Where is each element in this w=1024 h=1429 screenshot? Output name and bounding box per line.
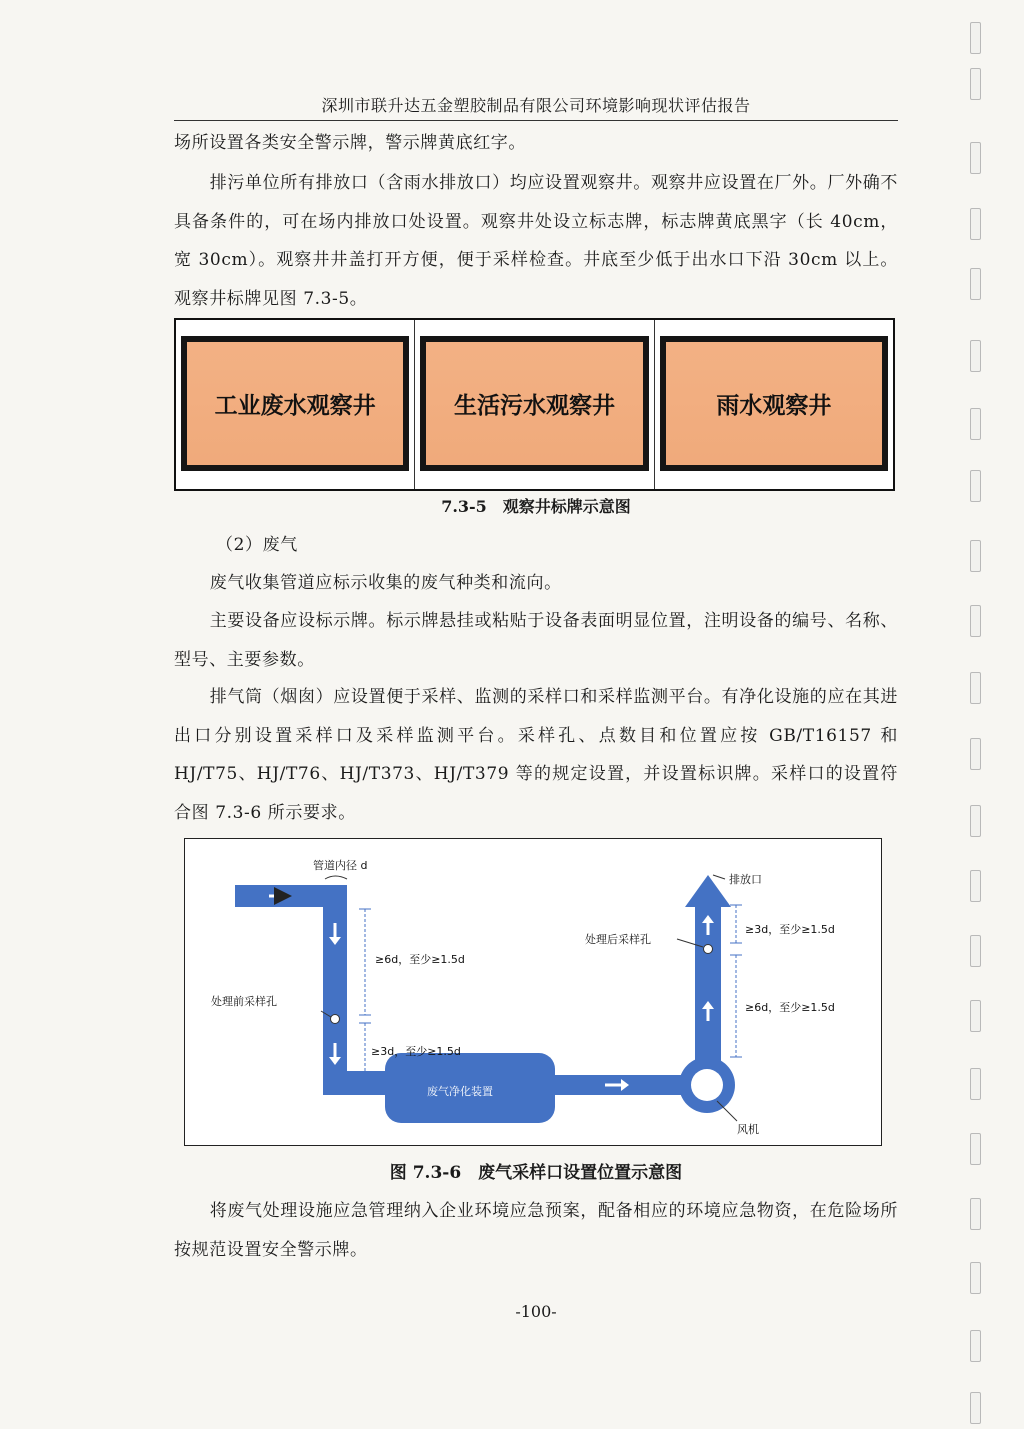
label-6d-pre: ≥6d，至少≥1.5d [375,953,465,966]
leader-outlet [713,875,725,879]
page-number: -100- [515,1302,557,1321]
binder-hole-marks [970,0,984,1429]
label-6d-post: ≥6d，至少≥1.5d [745,1001,835,1014]
pipe-diameter-bracket [325,876,347,879]
figure-caption-7-3-6: 图 7.3-6 废气采样口设置位置示意图 [389,1163,683,1183]
label-post-sampling-hole: 处理后采样孔 [585,933,651,946]
label-3d-post: ≥3d，至少≥1.5d [745,923,835,936]
paragraph-equipment-signs: 主要设备应设标示牌。标示牌悬挂或粘贴于设备表面明显位置，注明设备的编号、名称、型号、主要参数。 [174,611,898,670]
post-sampling-hole-marker [704,945,713,954]
sign-cell-rainwater [654,320,893,489]
sign-rainwater: 雨水观察井 [660,336,888,471]
label-fan: 风机 [737,1123,759,1136]
sign-domestic-sewage: 生活污水观察井 [420,336,648,471]
observation-well-signs-figure [174,318,895,491]
fan-center [691,1069,723,1101]
paragraph-emergency-management: 将废气处理设施应急管理纳入企业环境应急预案，配备相应的环境应急物资，在危险场所按规范设置安全警示牌。 [174,1201,898,1260]
paragraph-observation-well: 排污单位所有排放口（含雨水排放口）均应设置观察井。观察井应设置在厂外。厂外确不具备条件的，可在场内排放口处设置。观察井处设立标志牌，标志牌黄底黑字（长 40cm，宽 30cm）。观察井井盖打开方便，便于采样检查。井底至少低于出水口下沿 30cm 以上。观察井标牌见图 7.3-5。 [174,173,898,309]
pipe-to-purifier [323,1071,393,1095]
label-outlet: 排放口 [729,873,762,886]
label-3d-pre: ≥3d，至少≥1.5d [371,1045,461,1058]
figure-caption-7-3-5: 7.3-5 观察井标牌示意图 [441,497,631,516]
pre-sampling-hole-marker [331,1015,340,1024]
sampling-port-diagram [184,838,882,1146]
label-purifier: 废气净化装置 [427,1085,493,1098]
sign-industrial-wastewater: 工业废水观察井 [181,336,409,471]
label-pre-sampling-hole: 处理前采样孔 [211,995,277,1008]
sign-cell-industrial [176,320,414,489]
paragraph-pipeline-labels: 废气收集管道应标示收集的废气种类和流向。 [209,573,562,593]
page-header: 深圳市联升达五金塑胶制品有限公司环境影响现状评估报告 [174,92,898,121]
outlet-arrowhead [685,875,731,907]
paragraph-warning-signs: 场所设置各类安全警示牌，警示牌黄底红字。 [174,133,526,153]
sign-cell-domestic [414,320,653,489]
label-pipe-diameter: 管道内径 d [313,859,368,872]
paragraph-stack-sampling: 排气筒（烟囱）应设置便于采样、监测的采样口和采样监测平台。有净化设施的应在其进出口分别设置采样口及采样监测平台。采样孔、点数目和位置应按 GB/T16157 和 HJ/T75、HJ/T76、HJ/T373、HJ/T379 等的规定设置，并设置标识牌。采样口的设置符合图 7.3-6 所示要求。 [174,687,898,823]
section-heading-waste-gas: （2）废气 [216,535,298,555]
